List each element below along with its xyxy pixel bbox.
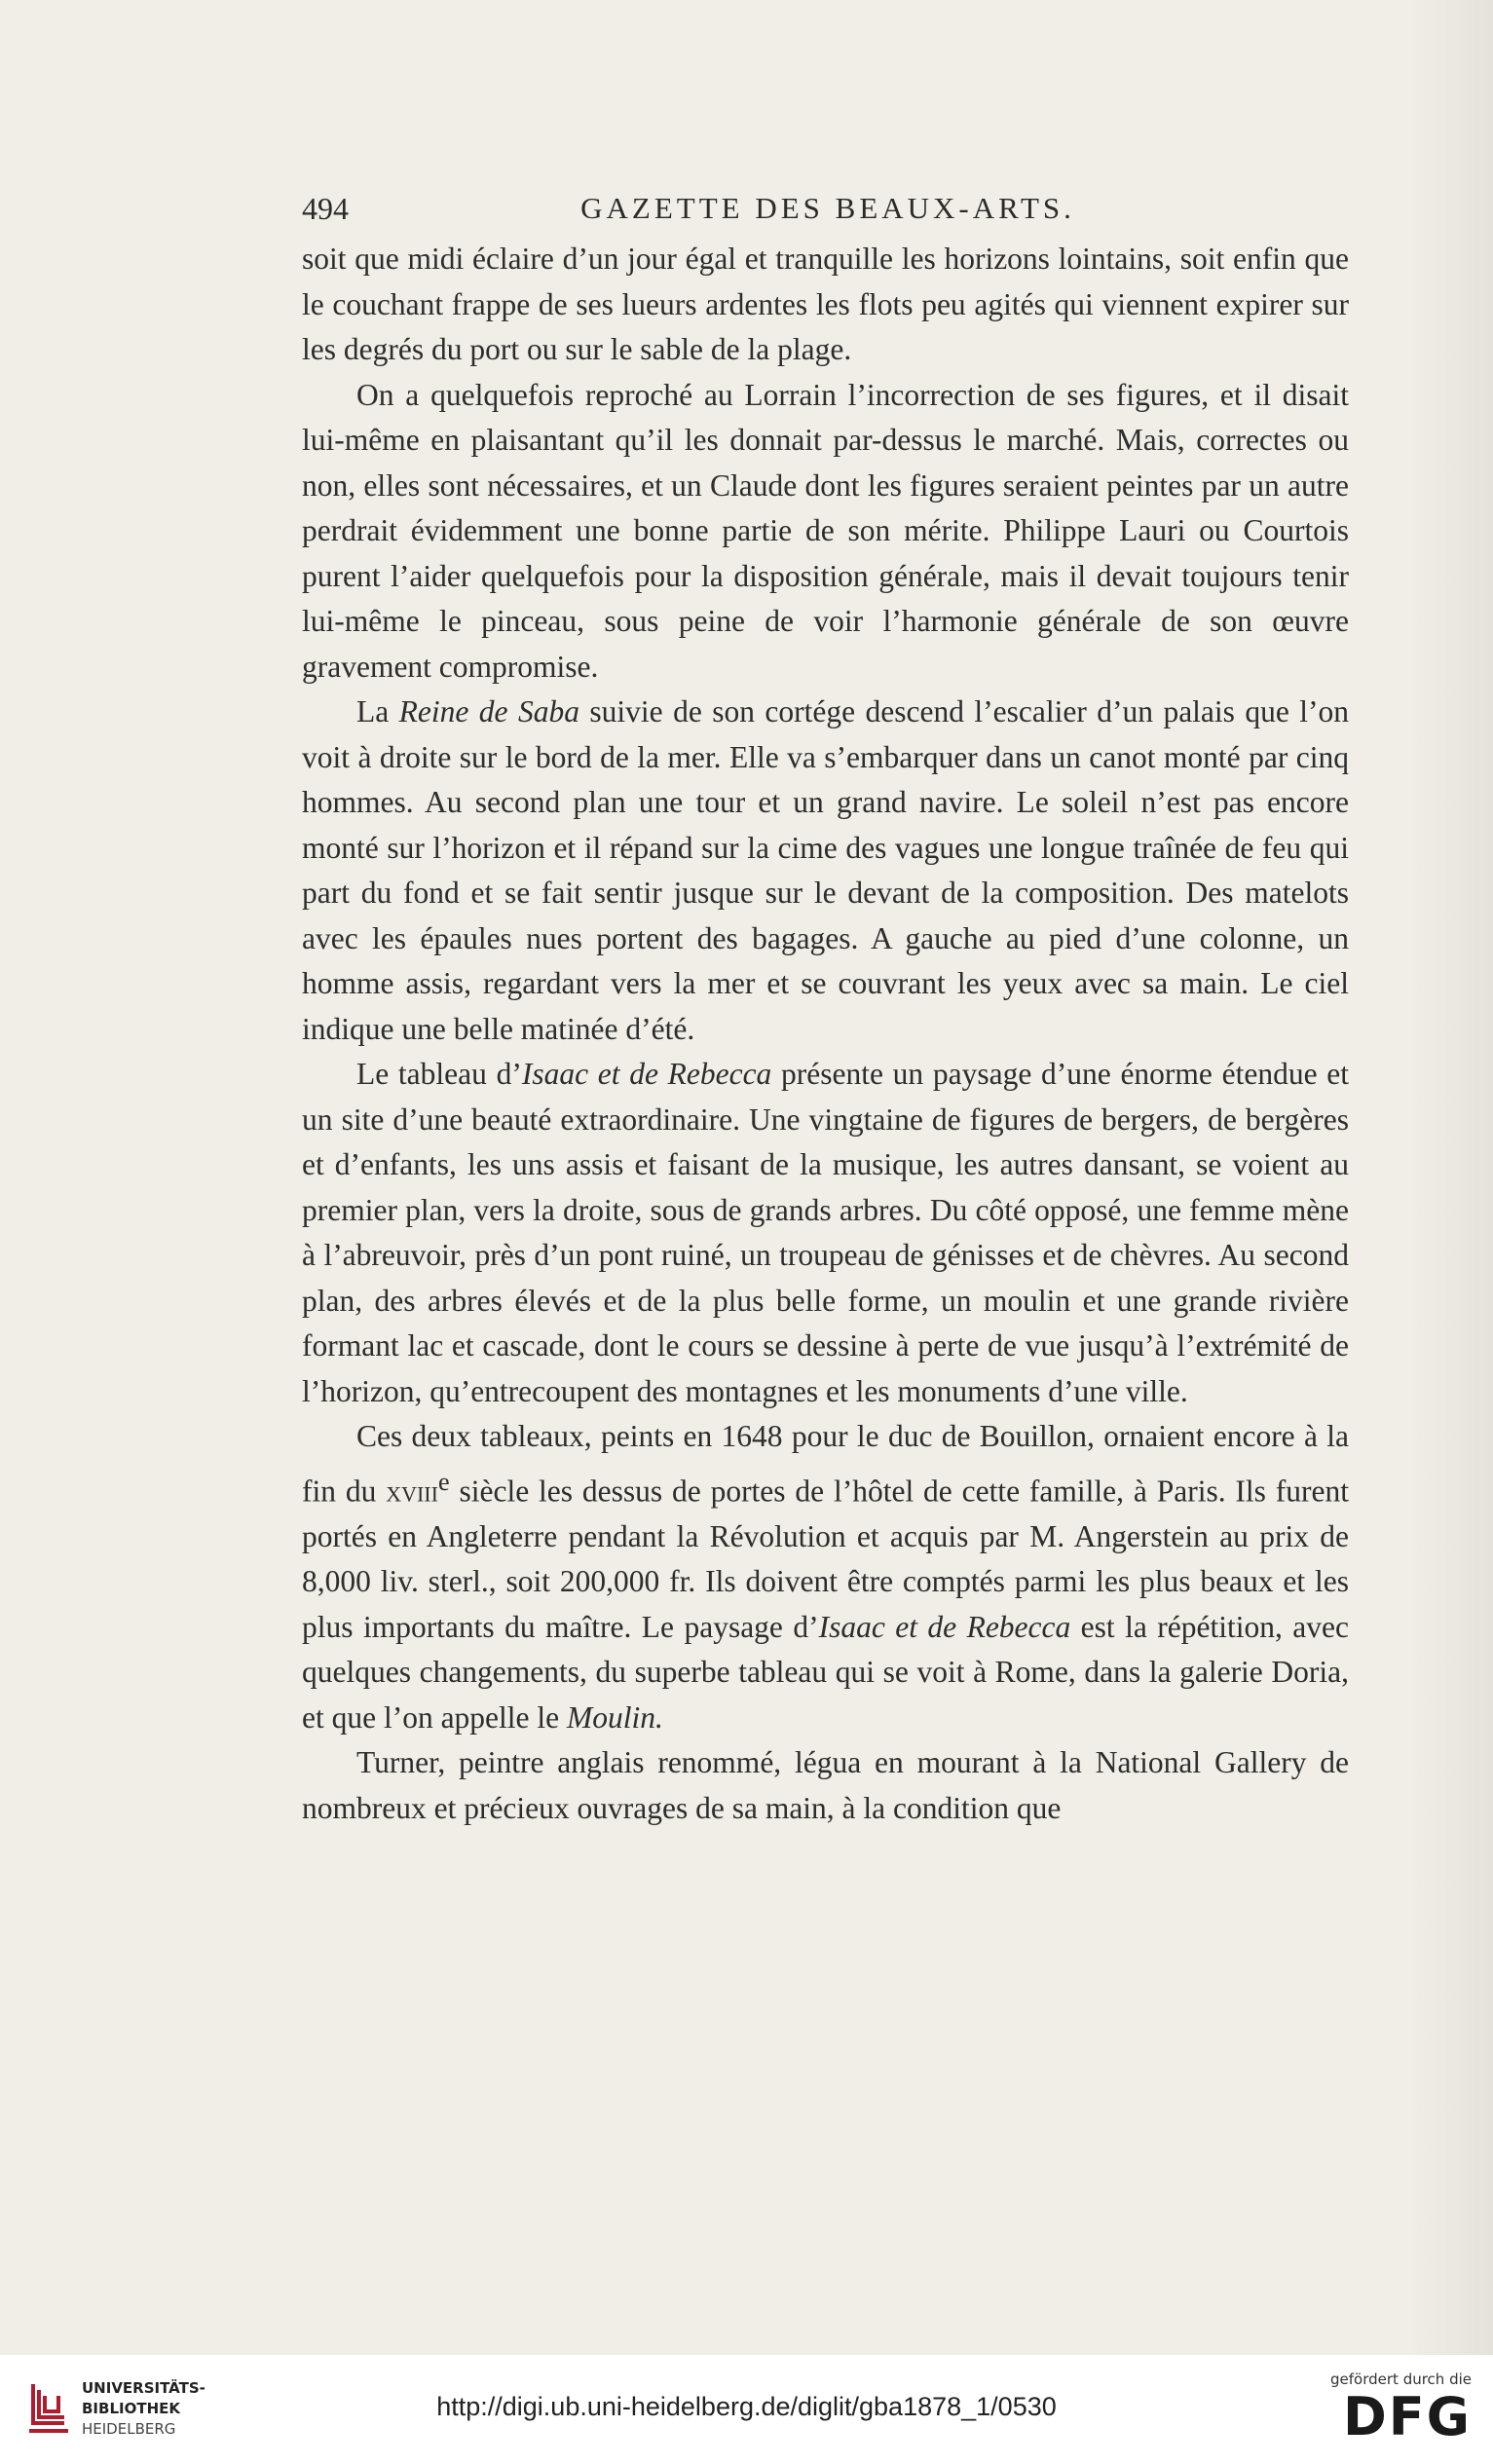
paragraph bbox=[302, 237, 1349, 373]
text-run: La bbox=[356, 694, 399, 728]
library-name-line2: BIBLIOTHEK bbox=[82, 2400, 180, 2417]
library-name-line3: HEIDELBERG bbox=[82, 2420, 176, 2438]
paragraph bbox=[302, 373, 1349, 691]
page-edge-shadow bbox=[1405, 0, 1493, 2355]
text-run: xviii bbox=[386, 1474, 438, 1508]
footer-bar bbox=[0, 2355, 1493, 2464]
text-run: Turner, peintre anglais renommé, légua en mourant à la National Gallery de nombreux et précieux ouvrages de sa main, à la condition que bbox=[302, 1745, 1349, 1825]
page-number: 494 bbox=[302, 191, 349, 226]
italic-title: Isaac et de Rebecca bbox=[818, 1609, 1071, 1644]
paragraph bbox=[302, 1740, 1349, 1831]
article-body bbox=[302, 237, 1349, 1831]
library-name-line1: UNIVERSITÄTS- bbox=[82, 2379, 205, 2397]
paragraph bbox=[302, 690, 1349, 1052]
text-run: suivie de son cortége descend l’escalier d’un palais que l’on voit à droite sur le bord de la mer. Elle va s’embarquer dans un canot monté par cinq hommes. Au second plan une tour et un grand navire. Le soleil n’est pas encore monté sur l’horizon et il répand sur la cime des vagues une longue traînée de feu qui part du fond et se fait sentir jusque sur le devant de la composition. Des matelots avec les épaules nues portent des bagages. A gauche au pied d’une colonne, un homme assis, regardant vers la mer et se couvrant les yeux avec sa main. Le ciel indique une belle matinée d’été. bbox=[302, 694, 1349, 1046]
permalink-url[interactable]: http://digi.ub.uni-heidelberg.de/diglit/gba1878_1/0530 bbox=[436, 2392, 1057, 2421]
text-run: Le tableau d’ bbox=[356, 1057, 522, 1091]
italic-title: Moulin. bbox=[567, 1699, 663, 1735]
italic-title: Reine de Saba bbox=[398, 694, 579, 728]
text-run: soit que midi éclaire d’un jour égal et tranquille les horizons lointains, soit enfin que le couchant frappe de ses lueurs ardentes les flots peu agités qui viennent expirer sur les degrés du port ou sur le sable de la plage. bbox=[302, 242, 1349, 366]
text-run: siècle les dessus de portes de l’hôtel de cette famille, à Paris. Ils furent portés en Angleterre pendant la Révolution et acquis par M. Angerstein au prix de 8,000 liv. sterl., soit 200,000 fr. Ils doivent être comptés parmi les plus beaux et les plus importants du maître. Le paysage d’ bbox=[302, 1474, 1349, 1644]
paragraph bbox=[302, 1052, 1349, 1414]
dfg-sponsor-block[interactable] bbox=[1316, 2371, 1472, 2458]
running-title: GAZETTE DES BEAUX-ARTS. bbox=[580, 191, 1075, 225]
page-header bbox=[302, 191, 1354, 240]
text-run: On a quelquefois reproché au Lorrain l’incorrection de ses figures, et il disait lui-même en plaisantant qu’il les donnait par-dessus le marché. Mais, correctes ou non, elles sont nécessaires, et un Claude dont les figures seraient peintes par un autre perdrait évidemment une bonne partie de son mérite. Philippe Lauri ou Courtois purent l’aider quelquefois pour la disposition générale, mais il devait toujours tenir lui-même le pinceau, sous peine de voir l’harmonie générale de son œuvre gravement compromise. bbox=[302, 377, 1349, 684]
superscript: e bbox=[437, 1467, 450, 1496]
text-run: Ces deux tableaux, peints en 1648 pour le duc de Bouillon, ornaient encore à la fin du bbox=[302, 1419, 1349, 1508]
paragraph bbox=[302, 1414, 1349, 1740]
dfg-logo: DFG bbox=[1342, 2386, 1472, 2447]
text-run: présente un paysage d’une énorme étendue et un site d’une beauté extraordinaire. Une vingtaine de figures de bergers, de bergères et d’enfants, les uns assis et faisant de la musique, les autres dansant, se voient au premier plan, vers la droite, sous de grands arbres. Du côté opposé, une femme mène à l’abreuvoir, près d’un pont ruiné, un troupeau de génisses et de chèvres. Au second plan, des arbres élevés et de la plus belle forme, un moulin et une grande rivière formant lac et cascade, dont le cours se dessine à perte de vue jusqu’à l’extrémité de l’horizon, qu’entrecoupent des montagnes et les monuments d’une ville. bbox=[302, 1057, 1349, 1408]
text-run: est la répétition, avec quelques changements, du superbe tableau qui se voit à Rome, dans la galerie Doria, et que l’on appelle le bbox=[302, 1609, 1349, 1735]
sponsor-caption: gefördert durch die bbox=[1330, 2371, 1472, 2388]
italic-title: Isaac et de Rebecca bbox=[521, 1057, 772, 1091]
